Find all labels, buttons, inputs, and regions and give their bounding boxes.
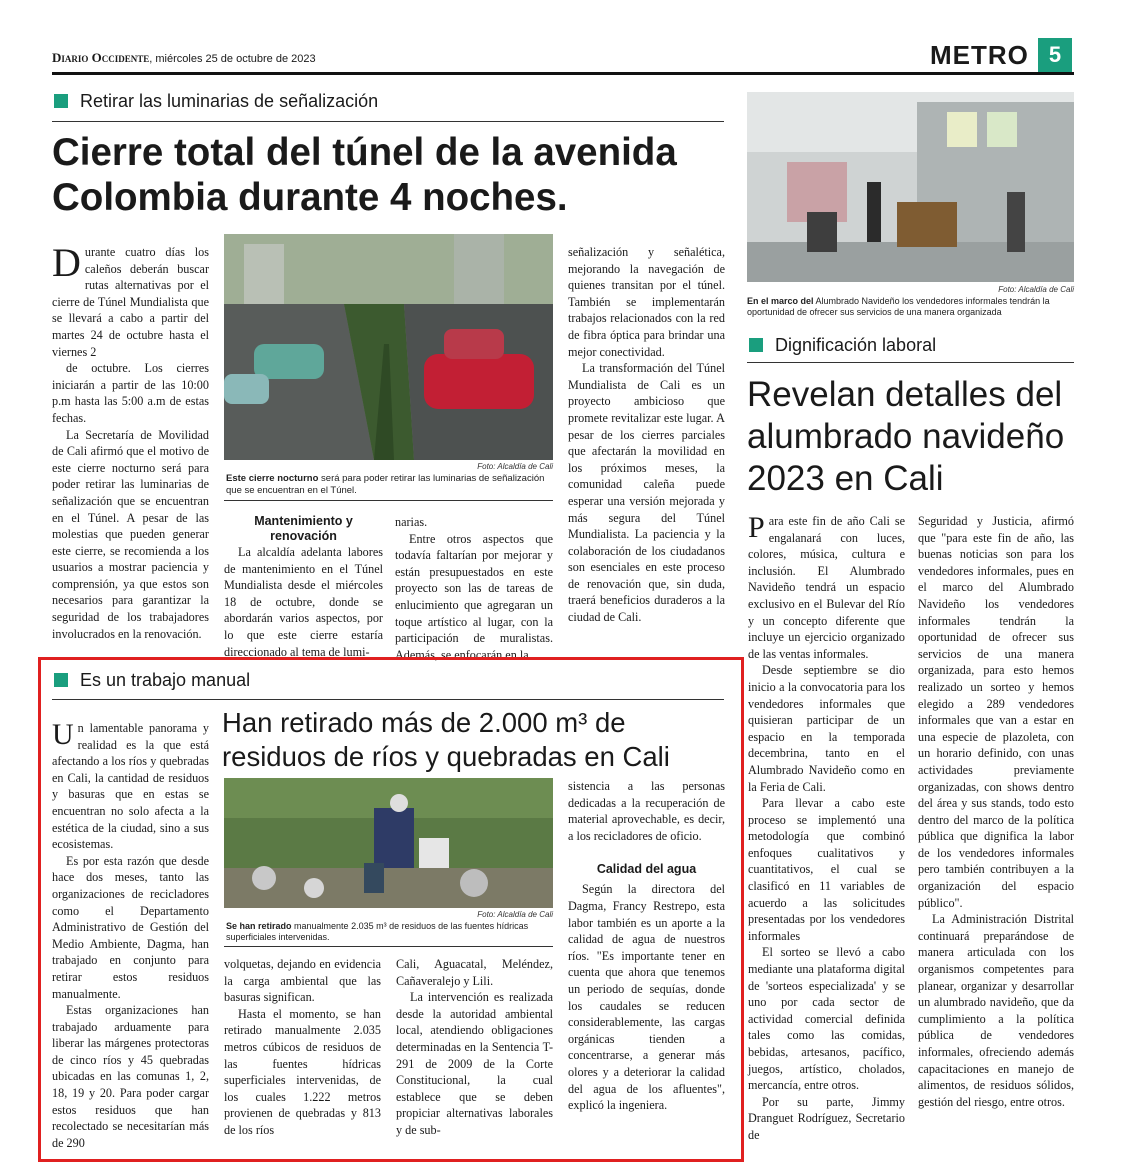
article1-col4-p2: La transformación del Túnel Mundialista de Cali es un proyecto ambicioso que promete revitalizar este lugar. A pesar de los cierres parciales que afectarán la movilidad en los próximos meses, la comunidad caleña puede esperar una versión mejorada y más segura del Túnel Mundialista. La paciencia y la colaboración de los ciudadanos son esenciales en este proceso de renovación que, sin duda, traerá beneficios duraderos a la ciudad de Cali.: [568, 361, 725, 625]
article2-col1-p1: ara este fin de año Cali se engalanará con luces, colores, música, cultura e inclusión. El Alumbrado Navideño tendrá un espacio exclusivo en el Bulevar del Río y un concepto diferente que incluye un ejercicio organizado de las ventas informales.: [748, 514, 905, 661]
vendors-caption-bold: En el marco del: [747, 296, 814, 306]
section-label: METRO: [930, 40, 1029, 70]
article1-dropcap: D: [52, 240, 81, 285]
article3-kicker-rule: [52, 699, 724, 700]
article2-headline-line2: alumbrado navideño: [747, 417, 1065, 456]
article2-col1-p2: Desde septiembre se dio inicio a la convocatoria para los vendedores informales que quisieran participar de un espacio en la temporada decembrina, tanto en el Alumbrado Navideño como en la Feria de Cali.: [748, 663, 905, 794]
article1-headline-line1: Cierre total del túnel de la avenida: [52, 131, 677, 174]
page-number-badge: [1038, 38, 1072, 74]
tunnel-photo-credit: Foto: Alcaldía de Cali: [477, 462, 553, 471]
kicker-square-icon: [54, 94, 68, 108]
article1-column-3: [395, 514, 553, 662]
article3-headline: [222, 706, 670, 774]
article3-col3-p2: La intervención es realizada desde la autoridad ambiental local, atendiendo obligaciones determinadas en la Sentencia T-291 de 2009 de la Corte Constitucional, la cual establece que se deben propiciar alternativas laborales y de sub-: [396, 990, 553, 1137]
article1-kicker-rule: [52, 121, 724, 122]
article3-col2-p2: Hasta el momento, se han retirado manualmente 2.035 metros cúbicos de residuos de las fuentes hídricas superficiales intervenidas, de los cuales 1.222 metros provienen de quebradas y 813 de los ríos: [224, 1006, 381, 1137]
article3-col1-p3: Estas organizaciones han trabajado arduamente para liberar las márgenes protectoras de cinco ríos y 45 quebradas ubicadas en las comunas 1, 2, 18, 19 y 20. Para poder cargar estos residuos que han recolectado se necesitarían más de 290: [52, 1003, 209, 1150]
river-photo-caption: [226, 921, 553, 943]
river-photo: [224, 778, 553, 908]
article2-col1-p3: Para llevar a cabo este proceso se implementó una metodología que combinó enfoques cualitativos y cuantitativos, el cual se clasificó en 11 variables de acuerdo a las solicitudes presentadas por los vendedores informales: [748, 796, 905, 943]
article3-dropcap: U: [52, 718, 74, 751]
river-caption-bold: Se han retirado: [226, 921, 292, 931]
article3-headline-line1: Han retirado más de 2.000 m³ de: [222, 707, 626, 738]
article2-col1-p5: Por su parte, Jimmy Dranguet Rodríguez, Secretario de: [748, 1094, 905, 1142]
article3-column-4: [568, 778, 725, 1142]
article1-headline-line2: Colombia durante 4 noches.: [52, 176, 568, 219]
river-caption-text: manualmente 2.035 m³ de residuos de las fuentes hídricas superficiales intervenidas.: [226, 921, 529, 942]
article2-col1-p4: El sorteo se llevó a cabo mediante una plataforma digital de 'sorteos especializada' y se uno por cada sector de actividad comercial definida tales como las comidas, bebidas, artesanos, pacífico, juegos, artístico, cholados, mercancía, entre otros.: [748, 945, 905, 1093]
masthead-brand: [52, 50, 316, 66]
article3-column-2: [224, 956, 381, 1140]
vendors-photo: [747, 92, 1074, 282]
article1-col2-p1: La alcaldía adelanta labores de mantenimiento en el Túnel Mundialista desde el miércoles 18 de octubre, donde se abordarán varios aspectos, por lo que este cierre estaría direccionado al tema de lumi-: [224, 545, 383, 659]
vendors-photo-caption: [747, 296, 1074, 318]
vendors-photo-credit: Foto: Alcaldía de Cali: [998, 285, 1074, 294]
article1-column-4: [568, 244, 725, 654]
river-caption-rule: [224, 946, 553, 947]
article1-kicker-text: Retirar las luminarias de señalización: [80, 91, 379, 111]
article2-dropcap: P: [748, 511, 765, 544]
article3-kicker-text: Es un trabajo manual: [80, 670, 251, 690]
article1-headline: [52, 130, 677, 220]
kicker-square-icon: [749, 338, 763, 352]
river-photo-image: [224, 778, 553, 908]
article2-headline: [747, 374, 1064, 500]
vendors-photo-image: [747, 92, 1074, 282]
article3-column-1: [52, 718, 209, 1150]
article1-column-1: [52, 240, 209, 650]
article1-kicker: [54, 91, 378, 112]
article3-col4-p2: Según la directora del Dagma, Francy Restrepo, esta labor también es un aporte a la calidad de agua de nuestros ríos. "Es importante tener en cuenta que ahora que tenemos un periodo de sequías, donde los caudales se reducen considerablemente, las cargas orgánicas tienden a concentrarse, a generar más olores y a deteriorar la calidad del agua de los afluentes", explicó la ingeniera.: [568, 882, 725, 1113]
kicker-square-icon: [54, 673, 68, 687]
article2-column-2: [918, 513, 1074, 1156]
article3-col2-p1: volquetas, dejando en evidencia la carga ambiental que las basuras significan.: [224, 957, 381, 1005]
article1-column-2: [224, 514, 383, 659]
tunnel-photo-caption: [226, 473, 553, 496]
article1-col4-p1: señalización y señalética, mejorando la navegación de quienes transitan por el túnel. También se implementarán trabajos relacionados con la red de fibra óptica para brindar una mejor conectividad.: [568, 245, 725, 359]
vendors-caption-text: Alumbrado Navideño los vendedores informales tendrán la oportunidad de ofrecer sus servicios de una manera organizada: [747, 296, 1050, 317]
article2-column-1: [748, 513, 905, 1156]
article2-kicker-rule: [747, 362, 1074, 363]
article3-headline-line2: residuos de ríos y quebradas en Cali: [222, 741, 670, 772]
issue-date: , miércoles 25 de octubre de 2023: [149, 53, 316, 65]
article1-subhead: Mantenimiento y renovación: [254, 514, 353, 543]
article1-col1-p1: urante cuatro días los caleños deberán buscar rutas alternativas por el cierre de Túnel Mundialista que se llevará a cabo a partir del martes 24 de octubre hasta el viernes 2: [52, 245, 209, 359]
article3-column-3: [396, 956, 553, 1140]
masthead-rule: [52, 72, 1074, 75]
article2-headline-line3: 2023 en Cali: [747, 459, 944, 498]
tunnel-photo: [224, 234, 553, 460]
article3-col1-p2: Es por esta razón que desde hace dos meses, tanto las organizaciones de recicladores como el Departamento Administrativo de Gestión del Medio Ambiente, Dagma, han trabajado en conjunto para retirar estos residuos manualmente.: [52, 853, 209, 1001]
article1-col3-p1: narias.: [395, 515, 428, 529]
article1-col1-p3: La Secretaría de Movilidad de Cali afirmó que el motivo de este cierre nocturno será para poder retirar las luminarias de señalización que se encuentran en el Túnel. A pesar de las molestias que pueden generar este cierre, se recomienda a los usuarios a mostrar paciencia y comprensión, ya que estos son necesarios para garantizar la seguridad de los trabajadores involucrados en la renovación.: [52, 427, 209, 641]
article3-col4-p1: sistencia a las personas dedicadas a la recuperación de material aprovechable, es decir, a los recicladores de oficio.: [568, 779, 725, 843]
article3-subhead: Calidad del agua: [596, 862, 697, 877]
river-photo-credit: Foto: Alcaldía de Cali: [477, 910, 553, 919]
article2-col2-p1: Seguridad y Justicia, afirmó que "para este fin de año, las buenas noticias son para los vendedores informales, pues en el marco del Alumbrado Navideño los vendedores informales tendrán la oportunidad de ofrecer sus servicios de una manera organizada, para esto hemos realizado un sorteo y hemos elegido a 289 vendedores informales que van a estar en una especie de plazoleta, con un horario definido, con unas actividades previamente organizadas, con shows dentro del área y sus stands, todo esto dentro del marco de la política pública que dignifica la labor de los vendedores informales pero también contribuyen a la organización del espacio público".: [918, 514, 1074, 910]
article3-col3-p1: Cali, Aguacatal, Meléndez, Cañaveralejo y Lili.: [396, 957, 553, 988]
article1-col1-p2: de octubre. Los cierres iniciarán a partir de las 10:00 p.m hasta las 5:00 a.m de estas fechas.: [52, 361, 209, 425]
tunnel-caption-bold: Este cierre nocturno: [226, 473, 319, 484]
article3-kicker: [54, 670, 250, 691]
article1-col3-p2: Entre otros aspectos que todavía faltarían por mejorar y están presupuestados en este proyecto son las de tareas de enlucimiento que agregaran un toque artístico al lugar, con la participación de muralistas. Además, se enfocarán en la: [395, 531, 553, 662]
article3-col1-p1: n lamentable panorama y realidad es la que está afectando a los ríos y quebradas en Cali, la cantidad de residuos y basuras que en estas se encuentran no solo afecta a la estética de la ciudad, sino a sus ecosistemas.: [52, 721, 209, 852]
page-number: 5: [1048, 42, 1062, 67]
brand-name: Diario Occidente: [52, 50, 150, 65]
tunnel-photo-image: [224, 234, 553, 460]
article2-kicker-text: Dignificación laboral: [775, 335, 937, 355]
tunnel-caption-rule: [224, 500, 553, 501]
article2-kicker: [749, 335, 936, 356]
article2-col2-p2: La Administración Distrital continuará preparándose de manera articulada con los organismos competentes para planear, organizar y desarrollar un alumbrado navideño, que da cumplimiento a la política pública de vendedores informales, ofreciendo además capacitaciones en manejo de alimentos, de residuos sólidos, gestión del riesgo, entre otros.: [918, 912, 1074, 1109]
tunnel-caption-text: será para poder retirar las luminarias de señalización que se encuentran en el Túnel.: [226, 473, 545, 496]
article2-headline-line1: Revelan detalles del: [747, 375, 1063, 414]
